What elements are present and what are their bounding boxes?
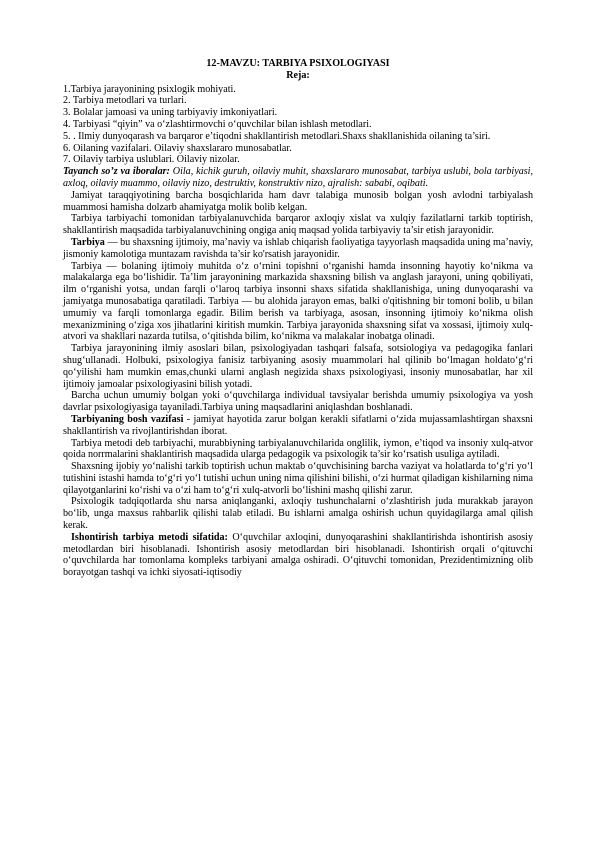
body-paragraph: Psixologik tadqiqotlarda shu narsa aniqlanganki, axloqiy tushunchalarni o‘zlashtirish juda murakkab jarayon bo‘lib, unga maxsus rahbarlik qilishi talab etiladi. Bu ishlarni amalga oshirish uchun quyidagilarga amal qilish kerak. — [63, 496, 533, 532]
keywords-text: Oila, kichik guruh, oilaviy muhit, shaxslararo munosabat, tarbiya uslubi, bola tarbiyasi, axloq, oilaviy muammo, oilaviy nizo, destruktiv, konstruktiv nizo, ajralish: sababi, oqibati. — [63, 166, 533, 189]
body-paragraph — [63, 532, 533, 579]
body-paragraph: Tarbiya — bolaning ijtimoiy muhitda o‘z o‘rnini topishni o‘rganishi hamda insonning hayotiy ko‘nikma va malakalarga ega bo‘lishidir. Ta’lim jarayonining markazida shaxsning bilish va anglash jarayoni, uning qobiliyati, ilm o‘rganishi yotsa, undan farqli o‘laroq tarbiya insonni shaxs sifatida shakllanishiga, uning dunyoqarashi va jamiyatga munosabatiga qaratiladi. Tarbiya — bu alohida jarayon emas, balki o'qitishning bir tomoni bolib, u bilan umumiy va farqli tomonlarga egadir. Bilim berish va tarbiyaga, asosan, insonning ijtimoiy ko‘nikma olish mexanizmining o‘ziga xos jihatlarini kiritish mumkin. Tarbiya jarayonida shaxsning sifat va xossasi, ijtimoiy xulq-atvori va shakllari nazarda tutilsa, o‘qitishda bilim, ko‘nikma va malakalar inobatga olinadi. — [63, 260, 533, 343]
plan-list — [63, 84, 533, 167]
term-bold: Ishontirish tarbiya metodi sifatida: — [71, 531, 228, 543]
plan-item: 3. Bolalar jamoasi va uning tarbiyaviy imkoniyatlari. — [63, 107, 278, 119]
plan-item: 2. Tarbiya metodlari va turlari. — [63, 95, 187, 107]
body-paragraph: Tarbiya tarbiyachi tomonidan tarbiyalanuvchida barqaror axloqiy xislat va xulqiy fazilatlarni tarkib toptirish, shakllantirish maqsadida tarbiyalanuvchining ongiga aniq maqsad yolida tarbiyaviy ta’sir etish jarayonidir. — [63, 213, 533, 237]
body-paragraph: Tarbiya jarayonining ilmiy asoslari bilan, psixologiyadan tashqari falsafa, sotsiologiya va pedagogika fanlari shug‘ullanadi. Holbuki, psixologiya fanisiz tarbiyaning asosiy muammolari hal qilinib bo‘lmagan holdato‘g‘ri qo‘yilishi ham mumkin emas,chunki ularni anglash negizida shaxs psixologiyasi, insoniy munosabatlar, har xil ijtimoiy jamoalar psixologiyasini bilish yotadi. — [63, 343, 533, 390]
keywords-label: Tayanch so’z va iboralar: — [63, 166, 170, 178]
term-bold: Tarbiya — [71, 236, 105, 248]
body-paragraph — [63, 414, 533, 438]
paragraph-text: O‘quvchilar axloqini, dunyoqarashini shakllantirishda ishontirish asosiy metodlardan biri hisoblanadi. Ishontirish asosiy metodlardan biri hisoblanadi. Ishontirish orqali o‘qituvchi o‘quvchilarda har tomonlama kompleks tarbiyani amalga oshiradi. O‘qituvchi tomonidan, Prezidentimizning olib borayotgan tashqi va ichki siyosati-iqtisodiy — [63, 531, 533, 579]
body-paragraph: Barcha uchun umumiy bolgan yoki o‘quvchilarga individual tavsiyalar berishda umumiy psixologiya va yosh davrlar psixologiyasiga tayaniladi.Tarbiya uning maqsadlarini aniqlashdan boshlanadi. — [63, 390, 533, 414]
plan-item: 6. Oilaning vazifalari. Oilaviy shaxslararo munosabatlar. — [63, 142, 292, 154]
plan-heading: Reja: — [286, 69, 310, 81]
plan-item: 4. Tarbiyasi “qiyin” va o‘zlashtirmovchi o‘quvchilar bilan ishlash metodlari. — [63, 118, 372, 130]
body-paragraph: Tarbiya metodi deb tarbiyachi, murabbiyning tarbiyalanuvchilarida onglilik, iymon, e’tiqod va insoniy xulq-atvor qoida norrmalarini shaklantirish maqsadida ularga pedagogik va psixologik ta’sir ko‘rsatish usuliga aytiladi. — [63, 437, 533, 461]
body-paragraph: Jamiyat taraqqiyotining barcha bosqichlarida ham davr talabiga munosib bolgan yosh avlodni tarbiyalash muammosi hamisha dolzarb ahamiyatga molik bolib kelgan. — [63, 189, 533, 213]
paragraph-text: - jamiyat hayotida zarur bolgan kerakli sifatlarni o‘zida mujassamlashtirgan shaxsni shakllantirish va rivojlantirishdan iborat. — [63, 413, 533, 437]
keywords-paragraph — [63, 166, 533, 190]
paragraph-text: — bu shaxsning ijtimoiy, ma’naviy va ishlab chiqarish faoliyatiga tayyorlash maqsadida uning ma’naviy, jismoniy kamolotiga muntazam ravishda ta’sir ko'rsatish jarayonidir. — [63, 236, 533, 260]
document-title: 12-MAVZU: TARBIYA PSIXOLOGIYASI — [206, 58, 390, 69]
plan-item: 5. . Ilmiy dunyoqarash va barqaror e’tiqodni shakllantirish metodlari.Shaxs shakllanishida oilaning ta’siri. — [63, 130, 491, 142]
plan-item: 1.Tarbiya jarayonining psixlogik mohiyati. — [63, 83, 236, 95]
body-paragraph — [63, 237, 533, 261]
plan-item: 7. Oilaviy tarbiya uslublari. Oilaviy nizolar. — [63, 154, 240, 166]
term-bold: Tarbiyaning bosh vazifasi — [71, 413, 184, 425]
body-paragraph: Shaxsning ijobiy yo‘nalishi tarkib toptirish uchun maktab o‘quvchisining barcha vaziyat va holatlarda to‘g‘ri yo‘l tutishini istashi hamda to‘g‘ri yo‘l tutishi uchun uning nima qilishini bilishi, o‘zi hurmat qiladigan kishilarning nima qilayotganlarini ko‘rishi va o‘zi ham to‘g‘ri xulq-atvorli bo‘lishini mashq qilishi zarur. — [63, 461, 533, 496]
